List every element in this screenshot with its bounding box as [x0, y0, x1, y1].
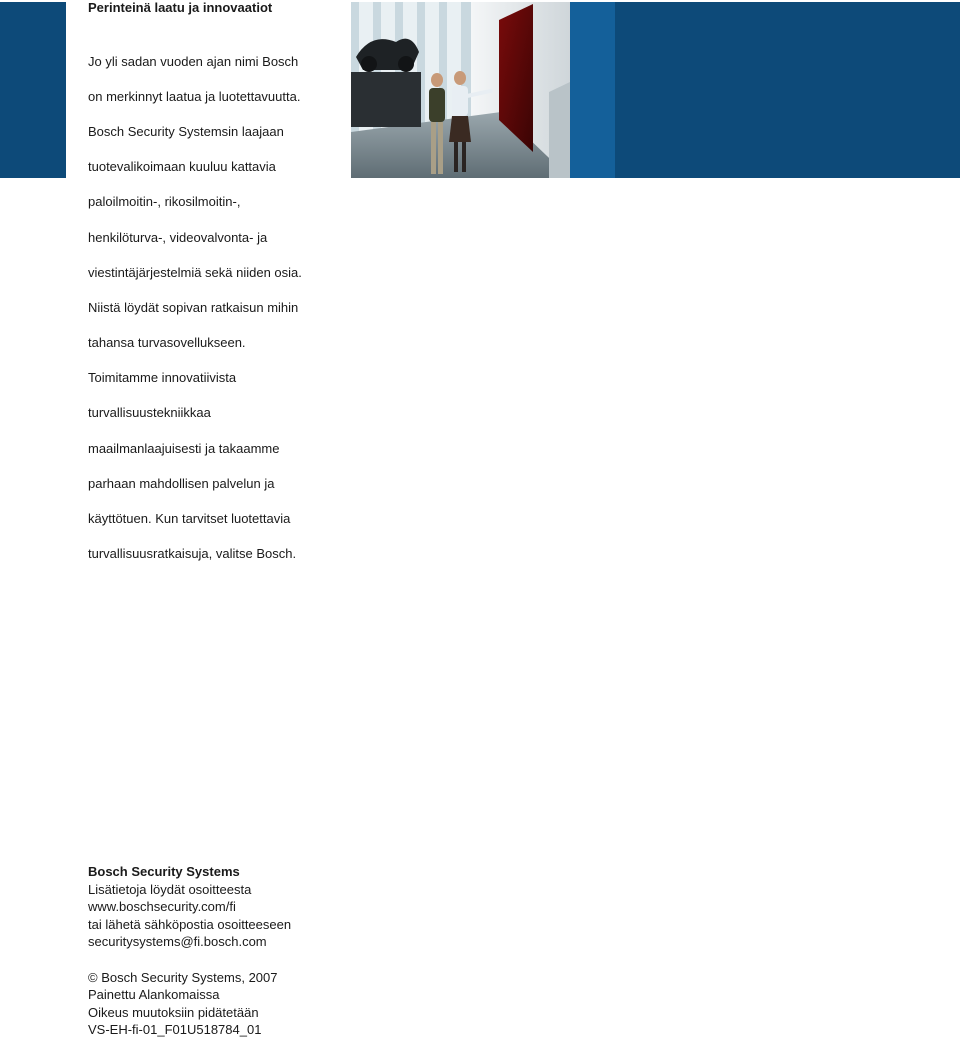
rights-line: Oikeus muutoksiin pidätetään: [88, 1004, 259, 1020]
document-code: VS-EH-fi-01_F01U518784_01: [88, 1022, 262, 1038]
contact-footer: [88, 863, 388, 1039]
spacer: [88, 951, 388, 969]
body-line: maailmanlaajuisesti ja takaamme: [88, 440, 280, 456]
website-link[interactable]: www.boschsecurity.com/fi: [88, 899, 236, 915]
body-line: Toimitamme innovatiivista: [88, 370, 237, 386]
blue-band-right: [615, 2, 960, 178]
body-line: tuotevalikoimaan kuuluu kattavia: [88, 159, 276, 175]
contact-line: Lisätietoja löydät osoitteesta: [88, 881, 252, 897]
email-link[interactable]: securitysystems@fi.bosch.com: [88, 934, 267, 950]
gallery-photo-illustration: [351, 2, 570, 178]
body-line: viestintäjärjestelmiä sekä niiden osia.: [88, 264, 302, 280]
body-line: Bosch Security Systemsin laajaan: [88, 123, 284, 139]
contact-line: tai lähetä sähköpostia osoitteeseen: [88, 916, 292, 932]
blue-band-left: [0, 2, 66, 178]
body-line: Jo yli sadan vuoden ajan nimi Bosch: [88, 53, 299, 69]
body-line: Niistä löydät sopivan ratkaisun mihin: [88, 299, 299, 315]
body-line: turvallisuusratkaisuja, valitse Bosch.: [88, 546, 297, 562]
blue-band-accent: [570, 2, 615, 178]
copyright-line: © Bosch Security Systems, 2007: [88, 969, 278, 985]
printed-line: Painettu Alankomaissa: [88, 987, 220, 1003]
body-line: paloilmoitin-, rikosilmoitin-,: [88, 194, 241, 210]
body-line: parhaan mahdollisen palvelun ja: [88, 475, 275, 491]
body-line: turvallisuustekniikkaa: [88, 405, 211, 421]
article-column: [88, 0, 338, 563]
body-line: tahansa turvasovellukseen.: [88, 335, 246, 351]
article-body: [88, 35, 338, 563]
article-heading: Perinteinä laatu ja innovaatiot: [88, 0, 273, 15]
body-line: on merkinnyt laatua ja luotettavuutta.: [88, 88, 301, 104]
body-line: henkilöturva-, videovalvonta- ja: [88, 229, 268, 245]
body-line: käyttötuen. Kun tarvitset luotettavia: [88, 511, 291, 527]
company-name: Bosch Security Systems: [88, 864, 240, 879]
gallery-photo: [351, 2, 570, 178]
